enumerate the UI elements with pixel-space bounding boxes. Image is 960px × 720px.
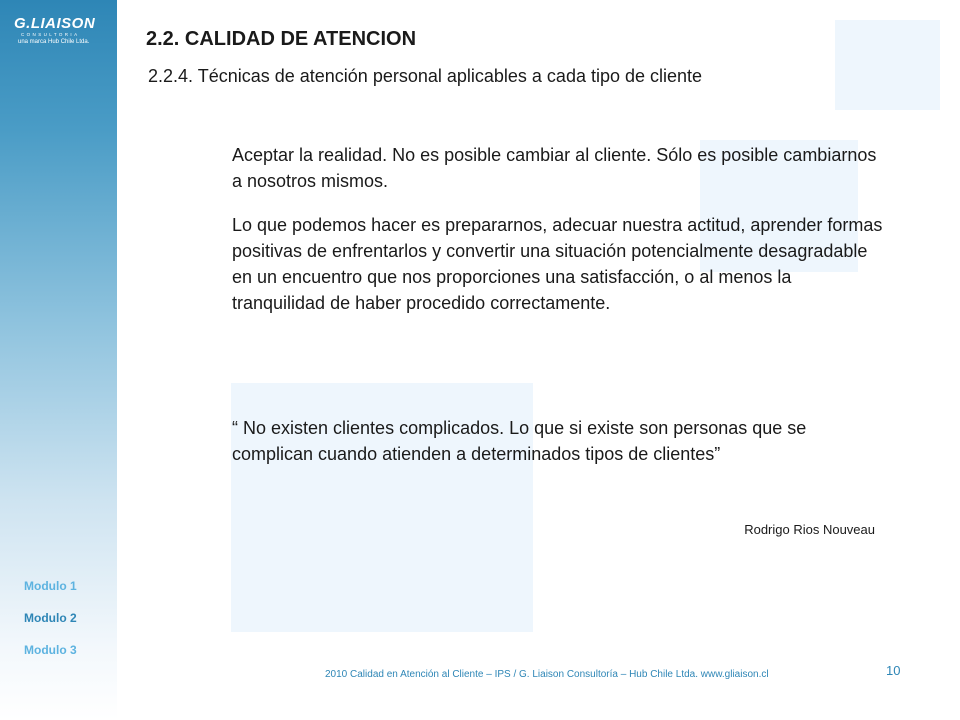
decor-box-top-right	[835, 20, 940, 110]
logo-name: G.LIAISON	[14, 15, 96, 32]
nav-module-3[interactable]: Modulo 3	[24, 643, 77, 657]
slide-subtitle: 2.2.4. Técnicas de atención personal aplicables a cada tipo de cliente	[148, 66, 703, 86]
page-number: 10	[886, 663, 901, 678]
footer-text: 2010 Calidad en Atención al Cliente – IPS / G. Liaison Consultoría – Hub Chile Ltda. www.gliaison.cl	[325, 669, 769, 680]
paragraph-1: Aceptar la realidad. No es posible cambiar al cliente. Sólo es posible cambiarnos a nosotros mismos.	[232, 145, 877, 191]
slide-title: 2.2. CALIDAD DE ATENCION	[146, 28, 417, 50]
nav-module-2[interactable]: Modulo 2	[24, 611, 77, 625]
quote-author: Rodrigo Rios Nouveau	[744, 522, 875, 537]
quote-text: “ No existen clientes complicados. Lo que si existe son personas que se complican cuando atienden a determinados tipos de clientes”	[232, 418, 807, 464]
nav-module-1[interactable]: Modulo 1	[24, 579, 77, 593]
logo-tagline: una marca Hub Chile Ltda.	[18, 39, 90, 45]
module-nav	[24, 578, 77, 674]
company-logo	[14, 16, 106, 46]
paragraph-2: Lo que podemos hacer es prepararnos, adecuar nuestra actitud, aprender formas positivas de enfrentarlos y convertir una situación potencialmente desagradable en un encuentro que nos proporciones una satisfacción, o al menos la tranquilidad de haber procedido correctamente.	[232, 215, 883, 313]
logo-sub: CONSULTORIA	[21, 32, 80, 37]
